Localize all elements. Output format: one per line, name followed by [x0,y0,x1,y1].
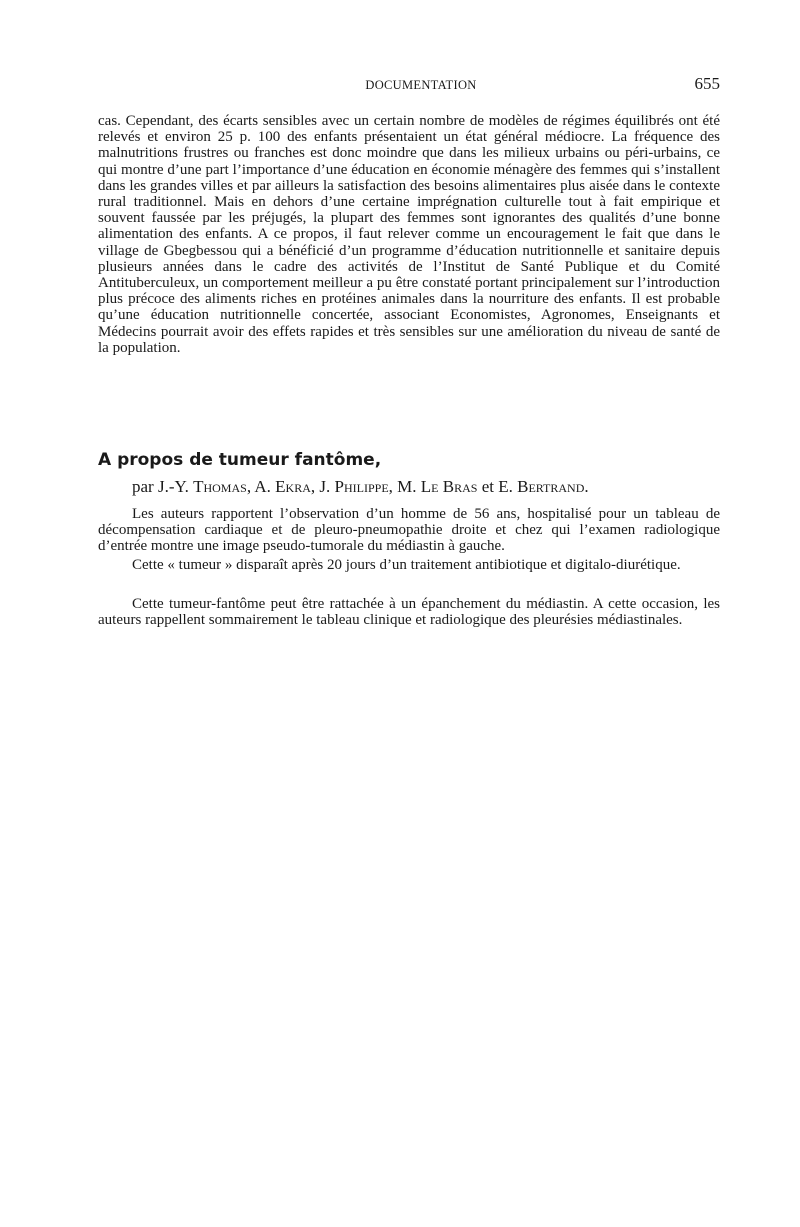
abstract-paragraph-3: Cette tumeur-fantôme peut être rattachée à un épanchement du médiastin. A cette occasion, les auteurs rappellent sommairement le tableau clinique et radiologique des pleurésies médiastinales. [98,596,720,629]
page-number: 655 [694,74,720,93]
continuation-paragraph: cas. Cependant, des écarts sensibles avec un certain nombre de modèles de régimes équilibrés ont été relevés et environ 25 p. 100 des enfants présentaient un état général médiocre. La fréquence des malnutritions frustres ou franches est donc moindre que dans les milieux urbains ou péri-urbains, ce qui montre d’une part l’importance d’une éducation en économie ménagère des femmes qui s’installent dans les grandes villes et par ailleurs la satisfaction des besoins alimentaires plus aisée dans le contexte rural traditionnel. Mais en dehors d’une certaine imprégnation culturelle tout à fait empirique et souvent faussée par les préjugés, la plupart des femmes sont ignorantes des qualités d’une bonne alimentation des enfants. A ce propos, il faut relever comme un encouragement le fait que dans le village de Gbegbessou qui a bénéficié d’un programme d’éducation nutritionnelle et sanitaire depuis plusieurs années dans le cadre des activités de l’Institut de Santé Publique et du Comité Antituberculeux, un comportement meilleur a pu être constaté portant principalement sur l’introduction plus précoce des aliments riches en protéines animales dans la nourriture des enfants. Il est probable qu’une éducation nutritionnelle concertée, associant Economistes, Agronomes, Enseignants et Médecins pourrait avoir des effets rapides et très sensibles sur une amélioration du niveau de santé de la population. [98,113,720,356]
author-surname: Le Bras [420,477,478,496]
author-surname: Philippe [334,477,389,496]
running-title: DOCUMENTATION [365,78,477,92]
article-title: A propos de tumeur fantôme, [98,450,382,470]
author-surname: Ekra [275,477,311,496]
author-initials: A. [254,477,271,496]
running-header [98,76,720,96]
abstract-paragraph-2: Cette « tumeur » disparaît après 20 jours d’un traitement antibiotique et digitalo-diurétique. [132,557,681,573]
author-initials: J. [319,477,331,496]
author-initials: J.-Y. [157,477,189,496]
author-initials: E. [498,477,513,496]
byline-conjunction: et [481,477,494,496]
author-surname: Bertrand [517,477,585,496]
abstract-paragraph-1: Les auteurs rapportent l’observation d’un homme de 56 ans, hospitalisé pour un tableau de décompensation cardiaque et de pleuro-pneumopathie droite et chez qui l’examen radiologique d’entrée montre une image pseudo-tumorale du médiastin à gauche. [98,506,720,555]
author-surname: Thomas [193,477,247,496]
byline-prefix: par [132,477,154,496]
article-byline: par J.-Y. Thomas, A. Ekra, J. Philippe, M. Le Bras et E. Bertrand. [132,477,589,496]
author-initials: M. [397,477,417,496]
